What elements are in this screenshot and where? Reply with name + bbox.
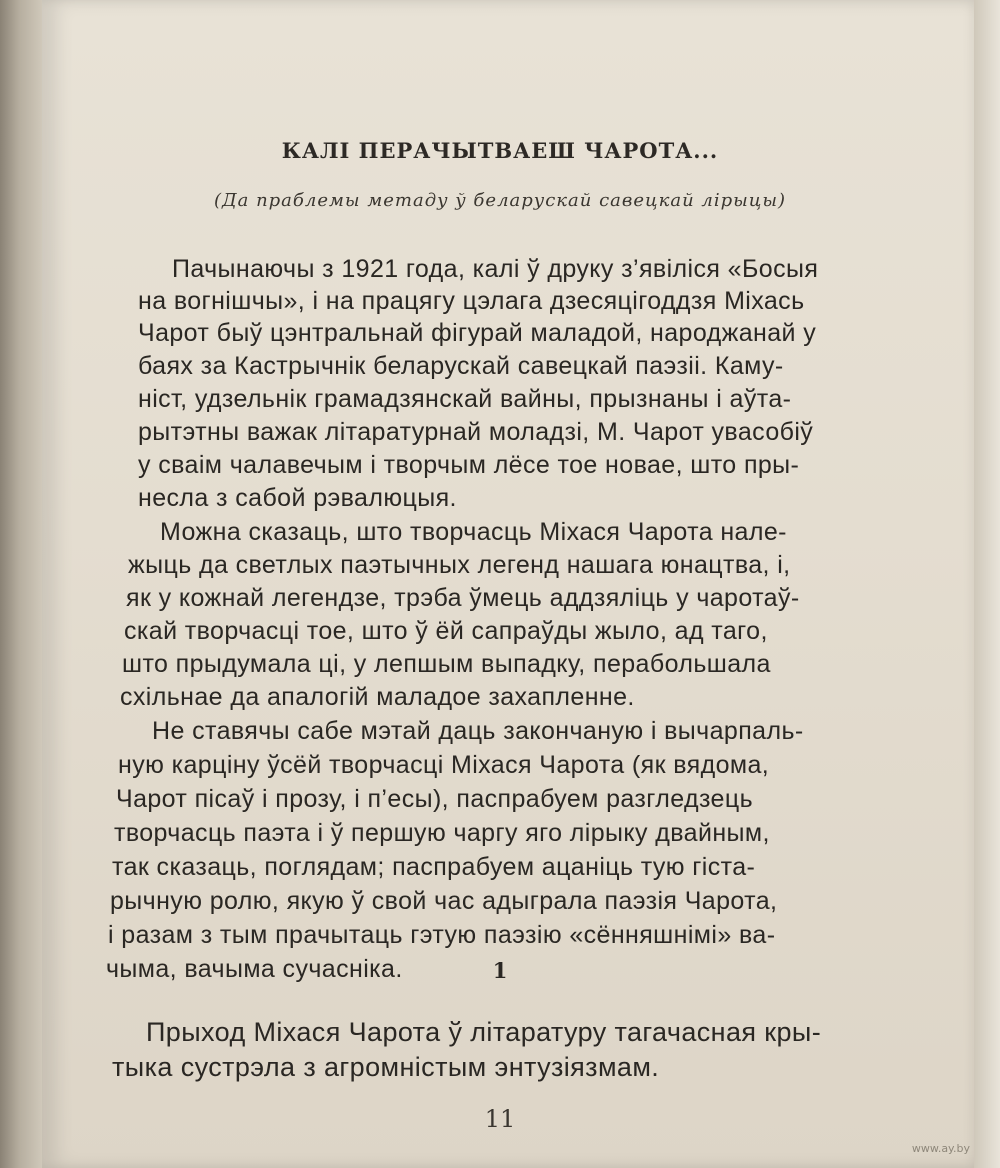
text-line: і разам з тым прачытаць гэтую паэзію «сённяшнімі» ва- xyxy=(108,921,776,949)
text-line: творчасць паэта і ў першую чаргу яго лірыку двайным, xyxy=(114,819,770,847)
text-line: Пачынаючы з 1921 года, калі ў друку з’явіліся «Босыя xyxy=(172,255,819,283)
text-line: рычную ролю, якую ў свой час адыграла паэзія Чарота, xyxy=(110,887,778,915)
text-line: што прыдумала ці, у лепшым выпадку, перабольшала xyxy=(122,650,771,678)
text-line: рытэтны важак літаратурнай моладзі, М. Чарот увасобіў xyxy=(138,418,814,446)
text-line: Чарот быў цэнтральнай фігурай маладой, народжанай у xyxy=(138,319,817,347)
text-line: тыка сустрэла з агромністым энтузіязмам. xyxy=(112,1052,660,1082)
text-line: Прыход Міхася Чарота ў літаратуру тагачасная кры- xyxy=(146,1017,822,1047)
text-line: баях за Кастрычнік беларускай савецкай паэзіі. Каму- xyxy=(138,352,784,380)
watermark: www.ay.by xyxy=(911,1142,970,1155)
text-line: ніст, удзельнік грамадзянскай вайны, прызнаны і аўта- xyxy=(138,385,792,413)
chapter-title: КАЛІ ПЕРАЧЫТВАЕШ ЧАРОТА... xyxy=(281,138,719,163)
text-line: у сваім чалавечым і творчым лёсе тое новае, што пры- xyxy=(138,451,800,479)
page-right-edge xyxy=(974,0,1000,1168)
section-number: 1 xyxy=(492,958,508,983)
page-number: 11 xyxy=(484,1105,516,1133)
text-line: схільнае да апалогій маладое захапленне. xyxy=(120,683,635,711)
text-line: несла з сабой рэвалюцыя. xyxy=(138,484,457,512)
text-line: Чарот пісаў і прозу, і п’есы), паспрабуем разгледзець xyxy=(116,785,754,813)
text-line: так сказаць, поглядам; паспрабуем ацаніць тую гіста- xyxy=(112,853,756,881)
previous-page-edge xyxy=(0,0,48,1168)
text-line: скай творчасці тое, што ў ёй сапраўды жыло, ад таго, xyxy=(124,617,768,645)
text-line: чыма, вачыма сучасніка. xyxy=(106,955,403,983)
text-line: на вогнішчы», і на працягу цэлага дзесяцігоддзя Міхась xyxy=(138,287,805,315)
chapter-subtitle: (Да праблемы метаду ў беларускай савецкай лірыцы) xyxy=(213,190,787,211)
text-line: Можна сказаць, што творчасць Міхася Чарота нале- xyxy=(160,518,787,546)
text-line: як у кожнай легендзе, трэба ўмець аддзяліць у чаротаў- xyxy=(126,584,800,612)
text-line: жыць да светлых паэтычных легенд нашага юнацтва, і, xyxy=(128,551,791,579)
text-line: Не ставячы сабе мэтай даць закончаную і вычарпаль- xyxy=(152,717,804,745)
text-line: ную карціну ўсёй творчасці Міхася Чарота (як вядома, xyxy=(118,751,770,779)
